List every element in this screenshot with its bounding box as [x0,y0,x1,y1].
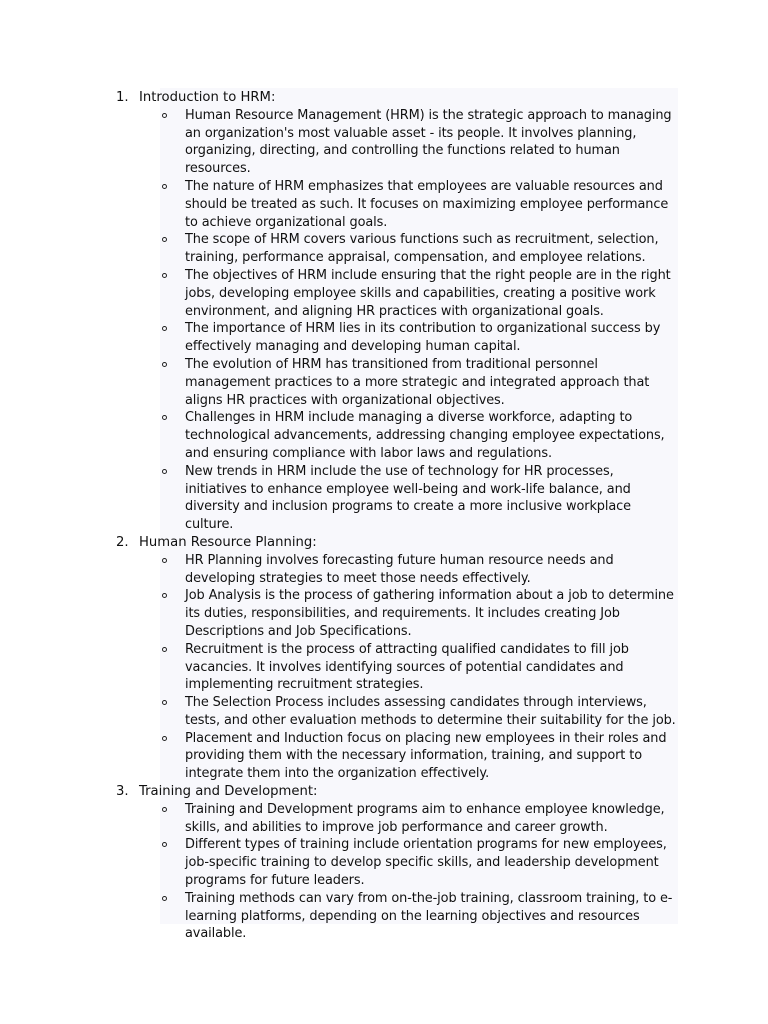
hollow-circle-bullet-icon [162,237,167,242]
list-item [0,730,768,783]
hollow-circle-bullet-icon [162,807,167,812]
hollow-circle-bullet-icon [162,184,167,189]
list-item [0,801,768,837]
list-item [0,890,768,943]
section-human-resource-planning [0,534,768,783]
hollow-circle-bullet-icon [162,273,167,278]
list-item [0,552,768,588]
list-item [0,587,768,640]
hollow-circle-bullet-icon [162,593,167,598]
section-training-and-development [0,783,768,943]
list-item [0,107,768,178]
list-item [0,320,768,356]
hollow-circle-bullet-icon [162,647,167,652]
bullet-text: Human Resource Management (HRM) is the strategic approach to managing an organization's most valuable asset - its people. It involves planning, organizing, directing, and controlling the functions related to human resources. [185,107,672,177]
hollow-circle-bullet-icon [162,842,167,847]
bullet-list [0,801,768,943]
hollow-circle-bullet-icon [162,326,167,331]
bullet-text: Training methods can vary from on-the-job training, classroom training, to e-learning platforms, depending on the learning objectives and resources available. [185,890,673,942]
bullet-text: The evolution of HRM has transitioned from traditional personnel management practices to a more strategic and integrated approach that aligns HR practices with organizational objectives. [185,356,650,408]
section-heading [0,783,768,801]
bullet-text: Job Analysis is the process of gathering information about a job to determine its duties, responsibilities, and requirements. It includes creating Job Descriptions and Job Specifications. [185,588,674,639]
list-item [0,231,768,267]
bullet-text: The scope of HRM covers various functions such as recruitment, selection, training, performance appraisal, compensation, and employee relations. [185,232,659,266]
hollow-circle-bullet-icon [162,469,167,474]
section-heading [0,89,768,107]
list-item [0,694,768,730]
list-item [0,409,768,462]
hollow-circle-bullet-icon [162,362,167,367]
list-item [0,267,768,320]
bullet-text: Placement and Induction focus on placing new employees in their roles and providing them with the necessary information, training, and support to integrate them into the organization effectively. [185,730,667,782]
bullet-text: The nature of HRM emphasizes that employees are valuable resources and should be treated as such. It focuses on maximizing employee performance to achieve organizational goals. [185,178,669,230]
hollow-circle-bullet-icon [162,113,167,118]
bullet-text: The objectives of HRM include ensuring that the right people are in the right jobs, developing employee skills and capabilities, creating a positive work environment, and aligning HR practices with organizational goals. [185,267,671,319]
section-introduction-to-hrm [0,89,768,534]
hollow-circle-bullet-icon [162,558,167,563]
list-item [0,463,768,534]
section-title: Introduction to HRM: [139,90,276,105]
outline-list [0,89,768,943]
hollow-circle-bullet-icon [162,700,167,705]
bullet-text: The Selection Process includes assessing candidates through interviews, tests, and other evaluation methods to determine their suitability for the job. [185,695,676,728]
list-item [0,641,768,694]
section-title: Training and Development: [139,784,318,800]
bullet-text: Different types of training include orientation programs for new employees, job-specific training to develop specific skills, and leadership development programs for future leaders. [185,837,667,889]
bullet-text: Training and Development programs aim to enhance employee knowledge, skills, and abilities to improve job performance and career growth. [185,801,665,835]
bullet-list [0,552,768,783]
list-item [0,356,768,409]
section-number: 3. [116,784,129,800]
bullet-text: New trends in HRM include the use of technology for HR processes, initiatives to enhance employee well-being and work-life balance, and diversity and inclusion programs to create a more inclusive workplace culture. [185,463,631,533]
section-title: Human Resource Planning: [139,534,317,550]
section-number: 1. [116,90,129,105]
bullet-text: The importance of HRM lies in its contribution to organizational success by effectively managing and developing human capital. [185,321,661,355]
hollow-circle-bullet-icon [162,736,167,741]
bullet-text: Challenges in HRM include managing a diverse workforce, adapting to technological advancements, addressing changing employee expectations, and ensuring compliance with labor laws and regulations. [185,410,665,461]
bullet-list [0,107,768,534]
list-item [0,836,768,889]
list-item [0,178,768,231]
hollow-circle-bullet-icon [162,896,167,901]
section-heading [0,534,768,552]
hollow-circle-bullet-icon [162,415,167,420]
section-number: 2. [116,534,129,550]
bullet-text: HR Planning involves forecasting future human resource needs and developing strategies to meet those needs effectively. [185,552,614,586]
bullet-text: Recruitment is the process of attracting qualified candidates to fill job vacancies. It involves identifying sources of potential candidates and implementing recruitment strategies. [185,641,629,693]
